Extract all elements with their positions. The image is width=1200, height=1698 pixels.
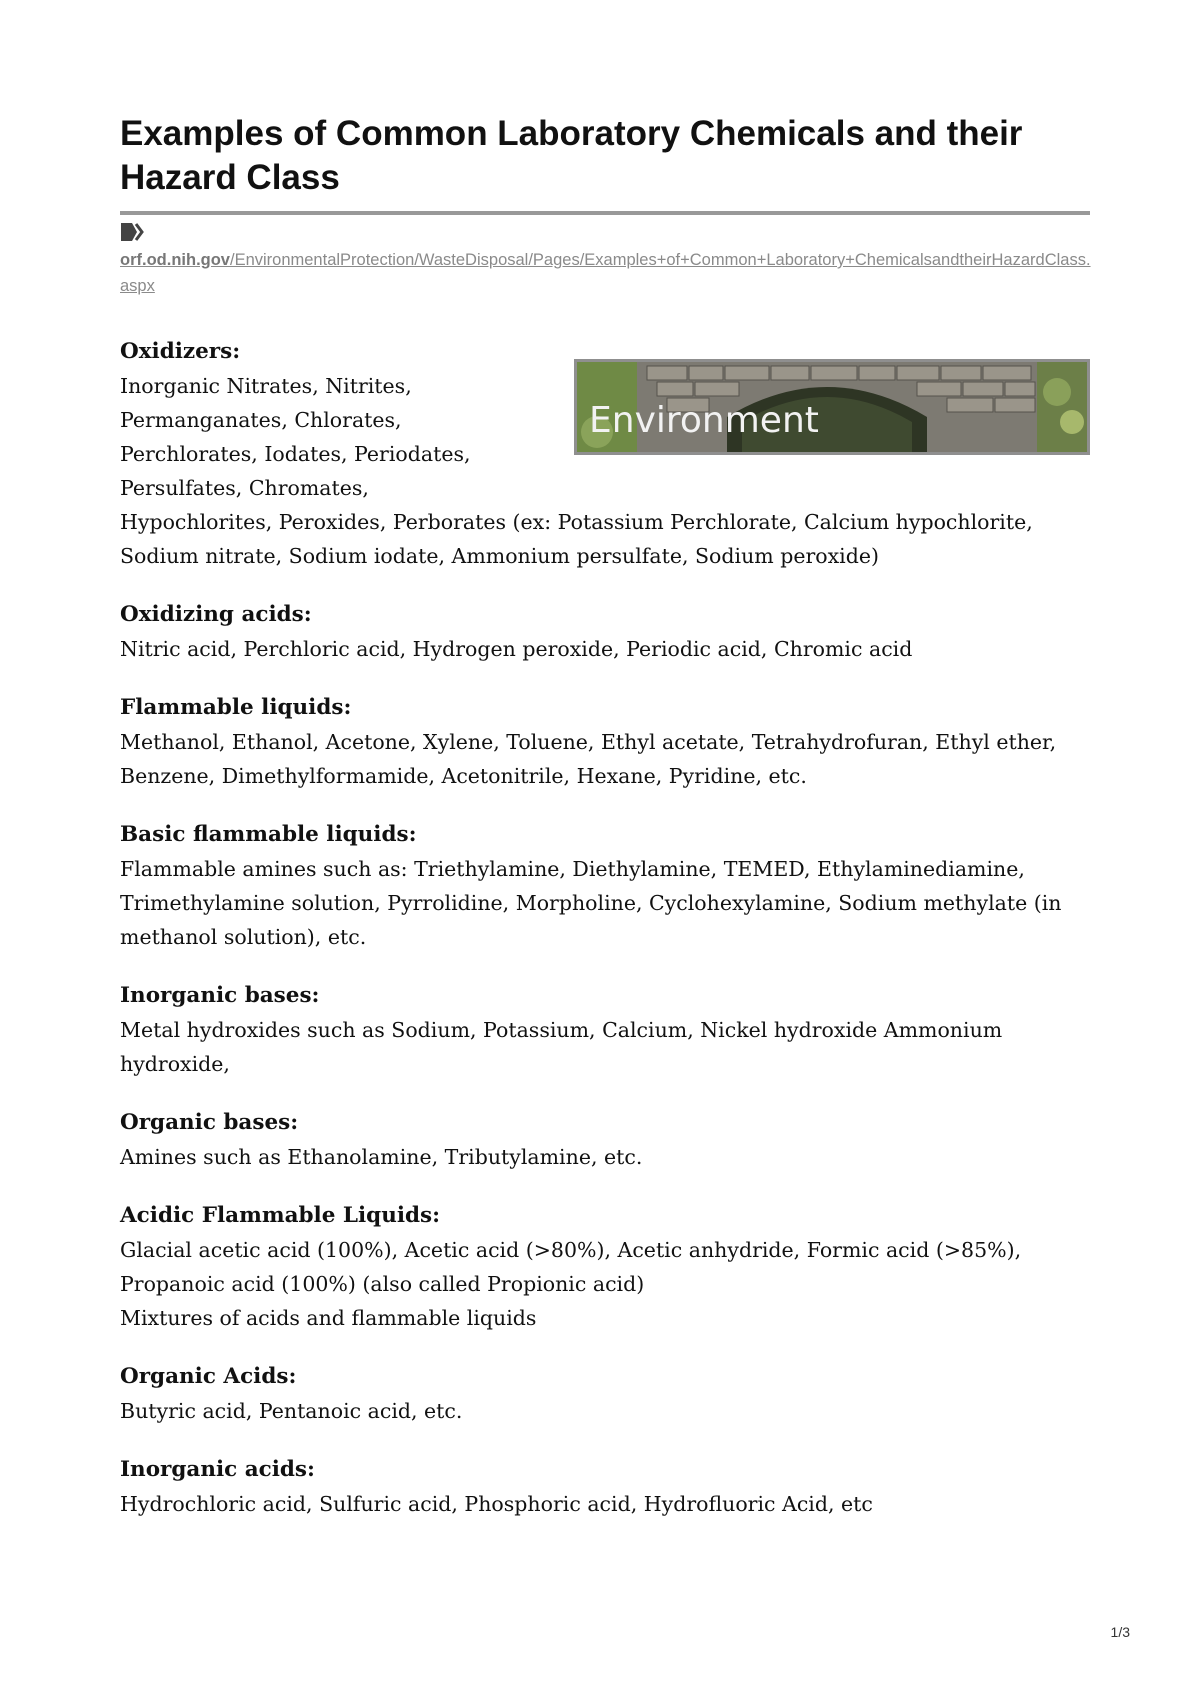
source-url-link[interactable] <box>120 247 1092 299</box>
section-oxidizing-acids <box>120 598 1095 666</box>
section-text-line: Persulfates, Chromates, <box>120 476 369 500</box>
bookmark-arrow-icon <box>120 221 146 243</box>
section-flammable-liquids <box>120 691 1095 793</box>
section-text: Amines such as Ethanolamine, Tributylamine, etc. <box>120 1145 643 1169</box>
section-oxidizers <box>120 335 1095 573</box>
section-heading: Oxidizers: <box>120 339 241 364</box>
section-text: Flammable amines such as: Triethylamine, Diethylamine, TEMED, Ethylaminediamine, <box>120 857 1025 881</box>
section-text-line: Perchlorates, Iodates, Periodates, <box>120 442 471 466</box>
section-heading: Acidic Flammable Liquids: <box>120 1203 441 1228</box>
section-text: Hypochlorites, Peroxides, Perborates (ex: Potassium Perchlorate, Calcium hypochlorite, Sodium nitrate, Sodium iodate, Ammonium persulfate, Sodium peroxide) <box>120 510 1033 568</box>
section-text: Trimethylamine solution, Pyrrolidine, Morpholine, Cyclohexylamine, Sodium methylate (in methanol solution), etc. <box>120 891 1062 949</box>
title-divider <box>120 211 1090 215</box>
section-text: Glacial acetic acid (100%), Acetic acid (>80%), Acetic anhydride, Formic acid (>85%), Propanoic acid (100%) (also called Propionic acid) <box>120 1238 1022 1296</box>
source-url-path: /EnvironmentalProtection/WasteDisposal/Pages/Examples+of+Common+Laboratory+ChemicalsandtheirHazardClass.aspx <box>120 251 1091 295</box>
section-heading: Inorganic bases: <box>120 983 320 1008</box>
banner-label: Environment <box>589 400 819 441</box>
section-heading: Flammable liquids: <box>120 695 352 720</box>
section-text: Mixtures of acids and flammable liquids <box>120 1306 537 1330</box>
section-heading: Inorganic acids: <box>120 1457 315 1482</box>
section-heading: Basic flammable liquids: <box>120 822 417 847</box>
source-url-domain: orf.od.nih.gov <box>120 251 230 269</box>
section-inorganic-bases <box>120 979 1095 1081</box>
section-heading: Oxidizing acids: <box>120 602 312 627</box>
section-text: Butyric acid, Pentanoic acid, etc. <box>120 1399 463 1423</box>
section-inorganic-acids <box>120 1453 1095 1521</box>
section-text-line: Permanganates, Chlorates, <box>120 408 402 432</box>
section-heading: Organic Acids: <box>120 1364 297 1389</box>
section-text: Metal hydroxides such as Sodium, Potassium, Calcium, Nickel hydroxide Ammonium hydroxide, <box>120 1018 1003 1076</box>
page-number: 1/3 <box>1110 1624 1130 1640</box>
section-organic-acids <box>120 1360 1095 1428</box>
section-text-line: Inorganic Nitrates, Nitrites, <box>120 374 412 398</box>
section-acidic-flammable-liquids <box>120 1199 1095 1335</box>
section-text: Nitric acid, Perchloric acid, Hydrogen peroxide, Periodic acid, Chromic acid <box>120 637 913 661</box>
section-basic-flammable-liquids <box>120 818 1095 954</box>
section-text: Hydrochloric acid, Sulfuric acid, Phosphoric acid, Hydrofluoric Acid, etc <box>120 1492 873 1516</box>
section-organic-bases <box>120 1106 1095 1174</box>
section-text: Methanol, Ethanol, Acetone, Xylene, Toluene, Ethyl acetate, Tetrahydrofuran, Ethyl ether, Benzene, Dimethylformamide, Acetonitrile, Hexane, Pyridine, etc. <box>120 730 1057 788</box>
page-title: Examples of Common Laboratory Chemicals and their Hazard Class <box>120 114 1023 197</box>
document-body <box>120 335 1095 1546</box>
section-heading: Organic bases: <box>120 1110 299 1135</box>
